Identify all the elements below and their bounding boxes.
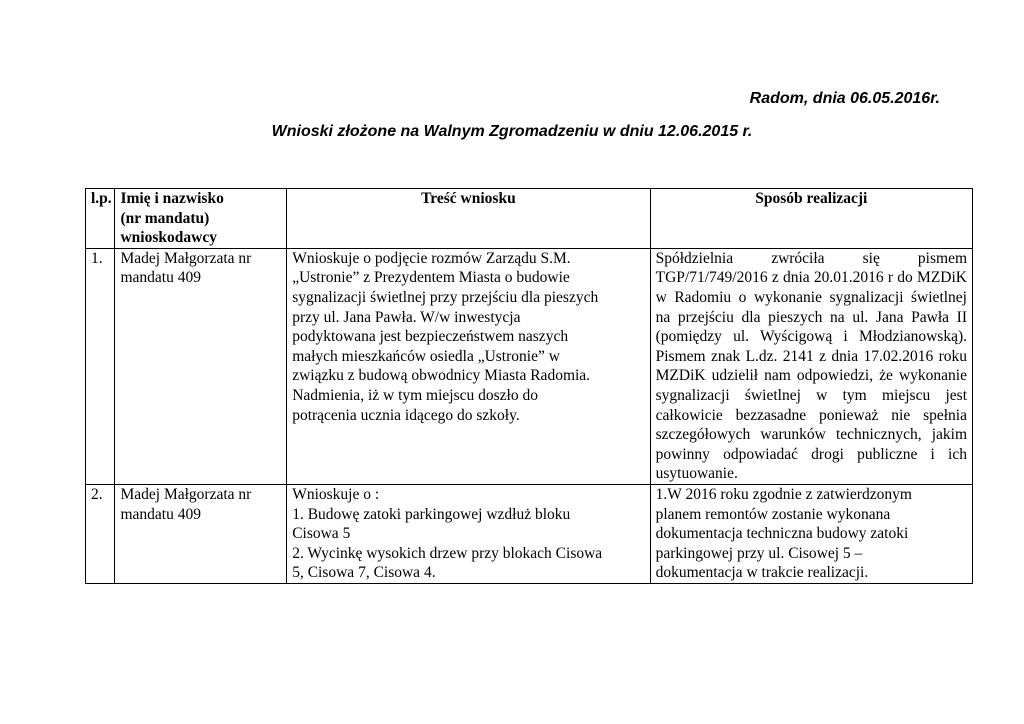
row-name-line: mandatu 409 bbox=[120, 505, 201, 523]
row-content-line: Wnioskuje o podjęcie rozmów Zarządu S.M. bbox=[292, 249, 571, 267]
header-lp: l.p. bbox=[86, 189, 115, 249]
row-content-line: „Ustronie” z Prezydentem Miasta o budowie bbox=[292, 269, 570, 287]
row-content-line: małych mieszkańców osiedla „Ustronie” w bbox=[292, 347, 560, 365]
row-content-line: podyktowana jest bezpieczeństwem naszych bbox=[292, 328, 569, 346]
row-content bbox=[287, 248, 650, 484]
table-header-row bbox=[86, 189, 973, 249]
row-content-line: Nadmienia, iż w tym miejscu doszło do bbox=[292, 386, 538, 404]
header-name-line: Imię i nazwisko bbox=[120, 190, 224, 207]
table-row bbox=[86, 248, 973, 484]
row-realization-line: 1.W 2016 roku zgodnie z zatwierdzonym bbox=[655, 485, 912, 503]
row-content bbox=[287, 484, 650, 583]
row-name-line: mandatu 409 bbox=[120, 269, 201, 287]
header-name bbox=[115, 189, 287, 249]
row-name bbox=[115, 484, 287, 583]
row-content-line: związku z budową obwodnicy Miasta Radomia. bbox=[292, 367, 591, 385]
row-content-line: 2. Wycinkę wysokich drzew przy blokach Cisowa bbox=[292, 544, 603, 562]
row-content-line: 1. Budowę zatoki parkingowej wzdłuż bloku bbox=[292, 505, 571, 523]
row-realization-line: dokumentacja w trakcie realizacji. bbox=[655, 564, 869, 582]
row-content-line: przy ul. Jana Pawła. W/w inwestycja bbox=[292, 308, 521, 326]
header-name-line: wnioskodawcy bbox=[120, 229, 217, 247]
row-realization bbox=[650, 484, 972, 583]
document-title: Wnioski złożone na Walnym Zgromadzeniu w dniu 12.06.2015 r. bbox=[271, 123, 753, 140]
row-lp: 2. bbox=[86, 484, 115, 583]
document-date: Radom, dnia 06.05.2016r. bbox=[749, 90, 940, 107]
row-realization-line: planem remontów zostanie wykonana bbox=[655, 505, 891, 523]
header-name-line: (nr mandatu) bbox=[120, 209, 210, 227]
row-content-line: Wnioskuje o : bbox=[292, 485, 380, 503]
row-realization bbox=[650, 248, 972, 484]
row-lp: 1. bbox=[86, 248, 115, 484]
row-name-line: Madej Małgorzata nr bbox=[120, 485, 252, 503]
row-realization-line: parkingowej przy ul. Cisowej 5 – bbox=[655, 544, 863, 562]
header-content: Treść wniosku bbox=[287, 189, 650, 249]
row-content-line: potrącenia ucznia idącego do szkoły. bbox=[292, 406, 520, 424]
table-row bbox=[86, 484, 973, 583]
row-content-line: sygnalizacji świetlnej przy przejściu dla pieszych bbox=[292, 288, 599, 306]
row-content-line: 5, Cisowa 7, Cisowa 4. bbox=[292, 564, 436, 582]
row-realization-text: Spółdzielnia zwróciła się pismem TGP/71/749/2016 z dnia 20.01.2016 r do MZDiK w Radomiu o wykonanie sygnalizacji świetlnej na przejściu dla pieszych na ul. Jana Pawła II (pomiędzy ul. Wyścigową i Młodzianowską). Pismem znak L.dz. 2141 z dnia 17.02.2016 roku MZDiK udzielił nam odpowiedzi, że wykonanie sygnalizacji świetlnej w tym miejscu jest całkowicie bezzasadne ponieważ nie spełnia szczegółowych warunków technicznych, jakim powinny odpowiadać drogi publiczne i ich usytuowanie. bbox=[655, 249, 967, 483]
row-name bbox=[115, 248, 287, 484]
row-realization-line: dokumentacja techniczna budowy zatoki bbox=[655, 525, 909, 543]
requests-table bbox=[85, 188, 973, 584]
header-realization: Sposób realizacji bbox=[650, 189, 972, 249]
row-name-line: Madej Małgorzata nr bbox=[120, 249, 252, 267]
row-content-line: Cisowa 5 bbox=[292, 525, 351, 543]
